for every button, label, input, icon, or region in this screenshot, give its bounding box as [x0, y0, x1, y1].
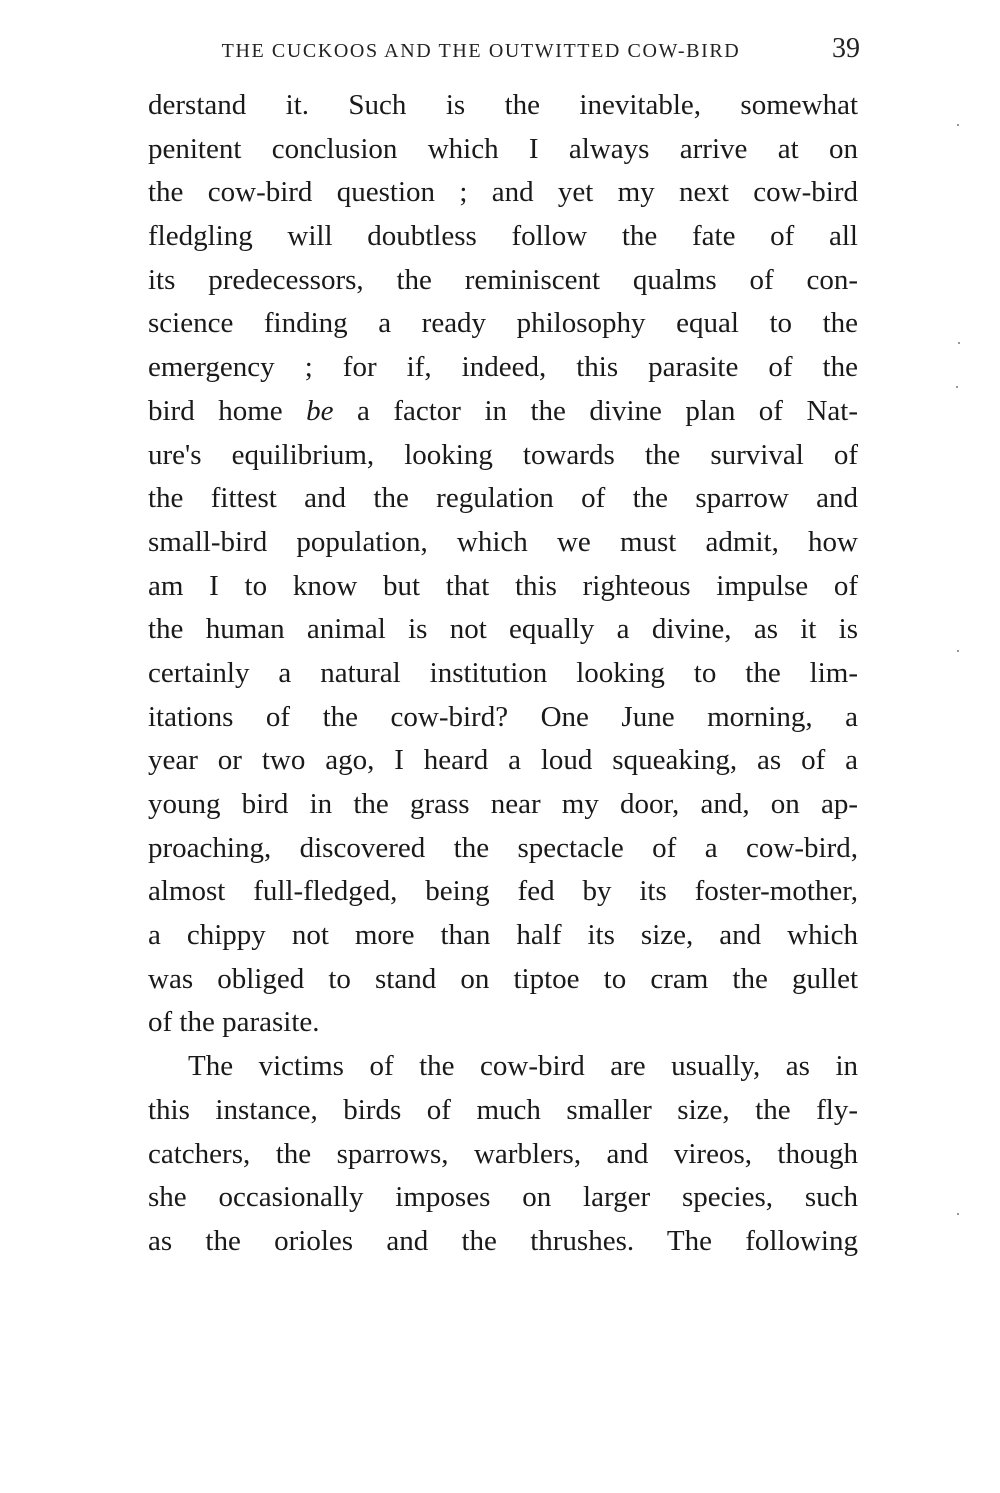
scan-speck [956, 386, 958, 388]
text-line: as the orioles and the thrushes. The following [148, 1224, 858, 1257]
scan-speck [958, 342, 960, 344]
text-line: was obliged to stand on tiptoe to cram the gullet [148, 962, 858, 995]
text-line: young bird in the grass near my door, and, on ap- [148, 788, 858, 820]
text-segment: bird home [148, 394, 307, 427]
text-line: penitent conclusion which I always arrive at on [148, 132, 858, 165]
text-line: year or two ago, I heard a loud squeaking, as of a [148, 744, 858, 777]
text-line: the cow-bird question ; and yet my next cow-bird [148, 176, 858, 209]
text-line: almost full-fledged, being fed by its foster-mother, [148, 875, 858, 908]
paragraph-last-line: of the parasite. [148, 1006, 320, 1039]
text-line: am I to know but that this righteous impulse of [148, 569, 858, 602]
text-line: this instance, birds of much smaller size, the fly- [148, 1093, 858, 1126]
text-line: fledgling will doubtless follow the fate of all [148, 220, 858, 253]
text-line: a chippy not more than half its size, and which [148, 919, 858, 952]
text-line: itations of the cow-bird? One June morning, a [148, 700, 858, 733]
text-line-with-italic [148, 390, 858, 434]
text-line: small-bird population, which we must admit, how [148, 525, 858, 558]
text-line: the human animal is not equally a divine, as it is [148, 613, 858, 646]
text-line: emergency ; for if, indeed, this parasite of the [148, 351, 858, 384]
text-line: science finding a ready philosophy equal to the [148, 307, 858, 340]
text-line: she occasionally imposes on larger species, such [148, 1181, 858, 1214]
scan-speck [957, 650, 959, 652]
text-line: its predecessors, the reminiscent qualms of con- [148, 263, 858, 296]
text-line: ure's equilibrium, looking towards the survival of [148, 438, 858, 471]
italic-word: be [306, 394, 334, 427]
scan-speck [957, 124, 959, 126]
running-title: THE CUCKOOS AND THE OUTWITTED COW-BIRD [221, 40, 741, 62]
text-line: proaching, discovered the spectacle of a cow-bird, [148, 831, 858, 864]
page-number: 39 [832, 33, 860, 64]
text-segment: a factor in the divine plan of Nat- [333, 394, 858, 427]
scan-speck [957, 1213, 959, 1215]
text-line: derstand it. Such is the inevitable, somewhat [148, 89, 858, 121]
paragraph-first-line: The victims of the cow-bird are usually, as in [188, 1050, 858, 1083]
text-line: catchers, the sparrows, warblers, and vireos, though [148, 1137, 858, 1170]
body-text [148, 84, 858, 1264]
text-line: the fittest and the regulation of the sparrow and [148, 482, 858, 515]
text-line: certainly a natural institution looking to the lim- [148, 656, 858, 689]
running-head [148, 33, 860, 67]
